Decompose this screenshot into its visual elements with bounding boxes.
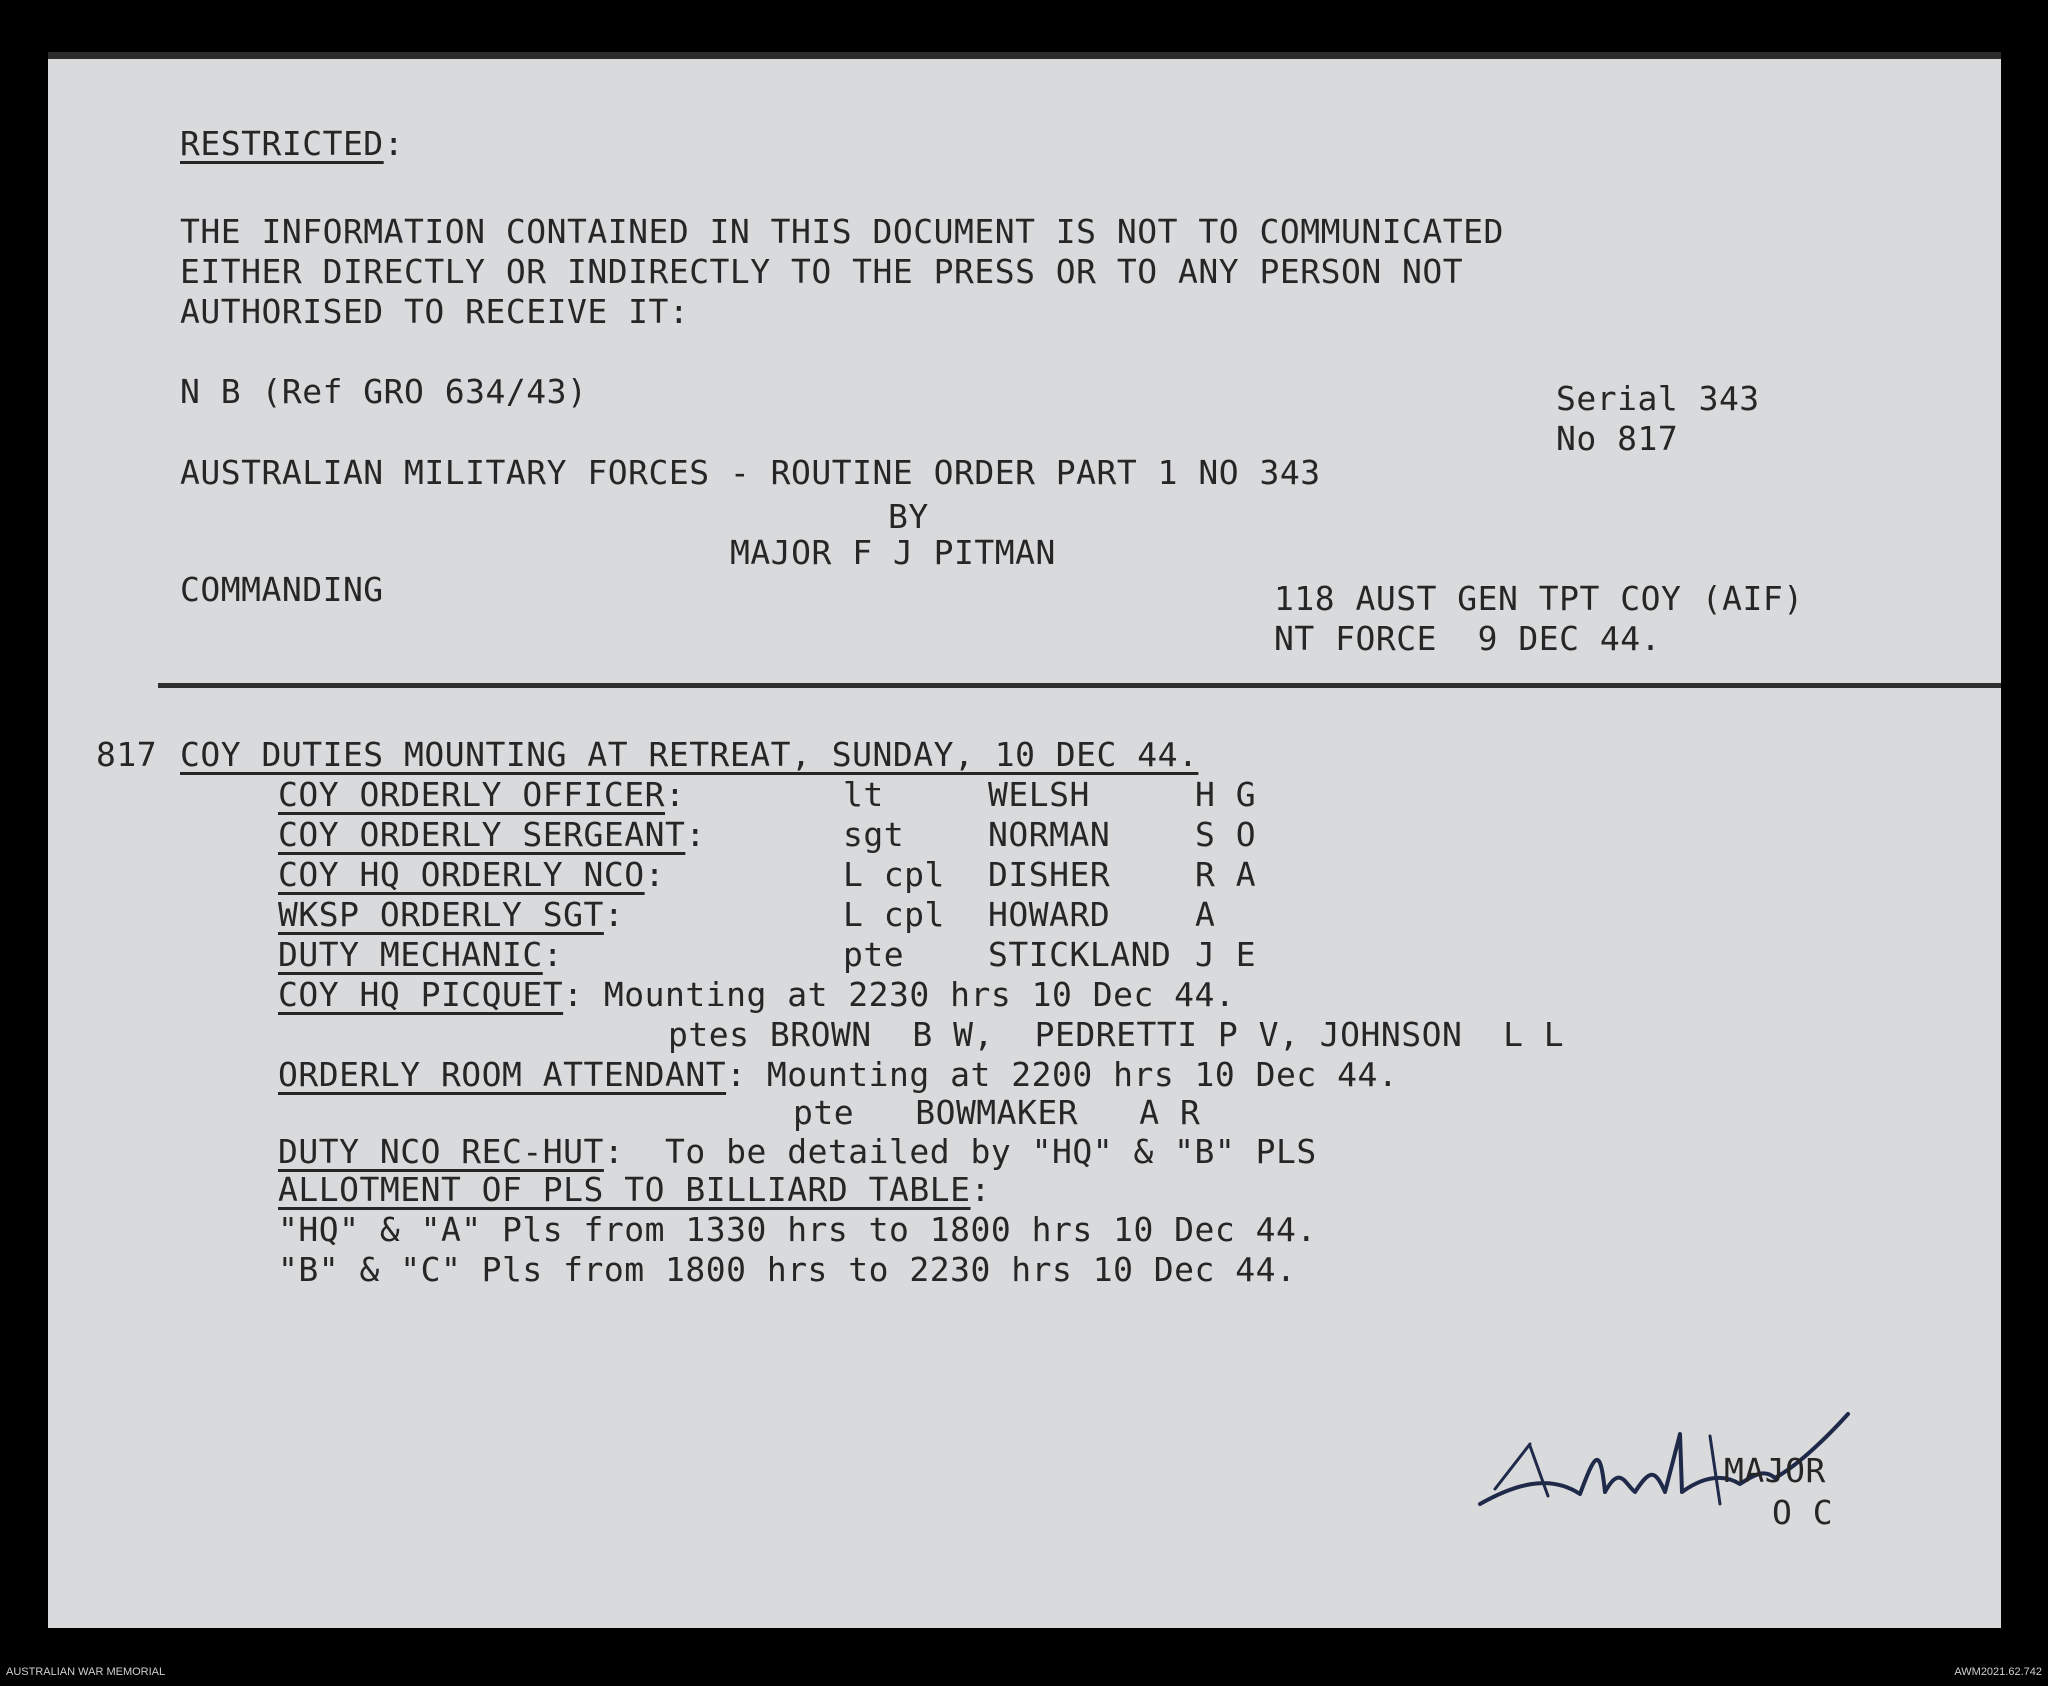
duty-role: COY HQ ORDERLY NCO: — [278, 855, 665, 894]
commanding-label: COMMANDING — [180, 570, 384, 609]
billiard-line-1: "HQ" & "A" Pls from 1330 hrs to 1800 hrs 10 Dec 44. — [278, 1210, 1317, 1249]
rechut-line — [278, 1132, 1317, 1171]
duty-name: NORMAN — [988, 815, 1111, 854]
top-edge — [48, 52, 2001, 59]
notice-line-3: AUTHORISED TO RECEIVE IT: — [180, 292, 690, 331]
duty-rank: L cpl — [843, 855, 945, 894]
officer-name: MAJOR F J PITMAN — [730, 533, 1056, 572]
billiard-heading: ALLOTMENT OF PLS TO BILLIARD TABLE: — [278, 1170, 991, 1209]
restricted-heading — [180, 124, 405, 163]
footer-accession: AWM2021.62.742 — [1954, 1666, 2042, 1678]
footer-source: AUSTRALIAN WAR MEMORIAL — [6, 1666, 166, 1678]
picquet-label: COY HQ PICQUET — [278, 975, 564, 1014]
order-number: No 817 — [1556, 419, 1679, 458]
rechut-label: DUTY NCO REC-HUT — [278, 1132, 604, 1171]
restricted-colon: : — [383, 124, 405, 163]
by-label: BY — [888, 497, 929, 536]
duty-rank: pte — [843, 935, 905, 974]
duty-name: STICKLAND — [988, 935, 1172, 974]
serial-number: Serial 343 — [1556, 379, 1760, 418]
order-title: AUSTRALIAN MILITARY FORCES - ROUTINE ORDER PART 1 NO 343 — [180, 453, 1321, 492]
picquet-names: ptes BROWN B W, PEDRETTI P V, JOHNSON L L — [668, 1015, 1565, 1054]
duty-initials: R A — [1195, 855, 1257, 894]
restricted-label: RESTRICTED — [180, 124, 384, 163]
duty-rank: sgt — [843, 815, 905, 854]
notice-line-1: THE INFORMATION CONTAINED IN THIS DOCUMENT IS NOT TO COMMUNICATED — [180, 212, 1504, 251]
rechut-text: : To be detailed by "HQ" & "B" PLS — [603, 1132, 1317, 1171]
duty-role: COY ORDERLY SERGEANT: — [278, 815, 706, 854]
signature-rank: MAJOR — [1724, 1451, 1826, 1490]
unit-name: 118 AUST GEN TPT COY (AIF) — [1274, 579, 1804, 618]
attendant-text: : Mounting at 2200 hrs 10 Dec 44. — [726, 1055, 1399, 1094]
document-page — [48, 52, 2001, 1628]
duty-role: DUTY MECHANIC: — [278, 935, 564, 974]
duty-initials: H G — [1195, 775, 1257, 814]
duty-rank: L cpl — [843, 895, 945, 934]
duty-role: WKSP ORDERLY SGT: — [278, 895, 625, 934]
signature-title: O C — [1772, 1493, 1834, 1532]
picquet-text: : Mounting at 2230 hrs 10 Dec 44. — [563, 975, 1236, 1014]
duty-rank: lt — [843, 775, 884, 814]
duty-initials: A — [1195, 895, 1216, 934]
attendant-label: ORDERLY ROOM ATTENDANT — [278, 1055, 727, 1094]
picquet-line — [278, 975, 1236, 1014]
order-heading: COY DUTIES MOUNTING AT RETREAT, SUNDAY, 10 DEC 44. — [180, 735, 1199, 774]
order-item-number: 817 — [96, 735, 158, 774]
force-date: NT FORCE 9 DEC 44. — [1274, 619, 1661, 658]
duty-initials: J E — [1195, 935, 1257, 974]
notice-line-2: EITHER DIRECTLY OR INDIRECTLY TO THE PRESS OR TO ANY PERSON NOT — [180, 252, 1464, 291]
duty-name: WELSH — [988, 775, 1090, 814]
attendant-name: pte BOWMAKER A R — [793, 1093, 1201, 1132]
billiard-line-2: "B" & "C" Pls from 1800 hrs to 2230 hrs 10 Dec 44. — [278, 1250, 1297, 1289]
duty-name: DISHER — [988, 855, 1111, 894]
duty-name: HOWARD — [988, 895, 1111, 934]
attendant-line — [278, 1055, 1399, 1094]
duty-initials: S O — [1195, 815, 1257, 854]
divider-rule — [158, 683, 2001, 688]
nb-reference: N B (Ref GRO 634/43) — [180, 372, 588, 411]
duty-role: COY ORDERLY OFFICER: — [278, 775, 686, 814]
